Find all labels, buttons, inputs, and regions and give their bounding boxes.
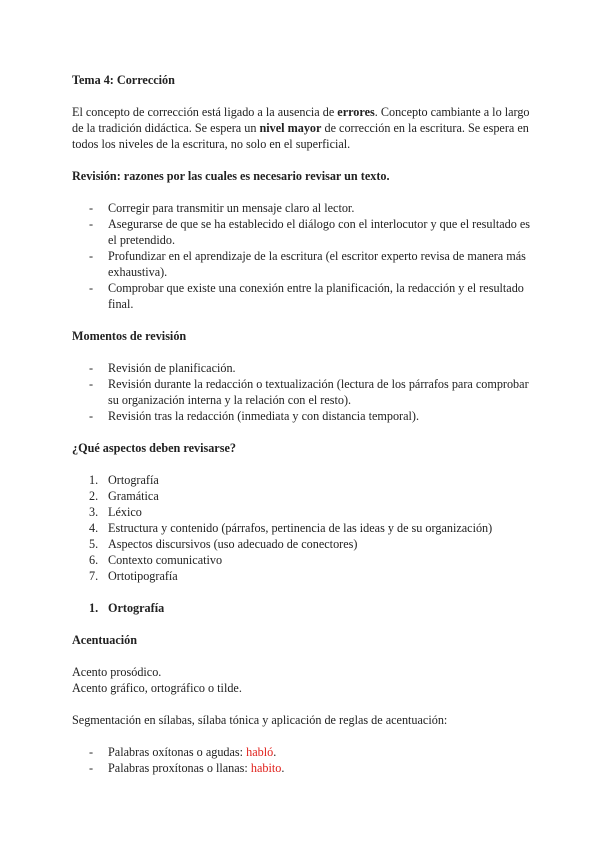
section-number: 1. [89,601,99,615]
segmentacion-text: Segmentación en sílabas, sílaba tónica y aplicación de reglas de acentuación: [72,713,448,727]
intro-text-2: . Concepto cambiante a lo largo de la tradición didáctica. Se espera un [72,105,530,135]
list-item: - Comprobar que existe una conexión entre la planificación, la redacción y el resultado final. [89,281,524,311]
ortografia-section [72,600,532,616]
dash-bullet: - [89,217,94,231]
acentuacion-list [72,744,532,776]
list-number: 4. [89,521,99,535]
ortografia-heading: 1. Ortografía [89,601,165,615]
dash-bullet: - [89,761,94,775]
acentuacion-heading: Acentuación [72,633,137,647]
document-page [72,72,532,776]
revision-list [72,200,532,312]
list-number: 7. [89,569,99,583]
list-item: 7. Ortotipografía [89,569,178,583]
intro-paragraph [72,104,532,152]
list-item: - Corregir para transmitir un mensaje claro al lector. [89,201,355,215]
intro-text-1: El concepto de corrección está ligado a la ausencia de [72,105,338,119]
example-word: habito [250,761,282,775]
list-number: 6. [89,553,99,567]
dash-bullet: - [89,249,94,263]
acento-grafico: Acento gráfico, ortográfico o tilde. [72,681,242,695]
list-item: 4. Estructura y contenido (párrafos, pertinencia de las ideas y de su organización) [89,521,493,535]
list-item: 3. Léxico [89,505,142,519]
list-number: 1. [89,473,99,487]
list-number: 2. [89,489,99,503]
list-item: - Palabras proxítonas o llanas: habito. [89,761,285,775]
dash-bullet: - [89,409,94,423]
list-item: - Revisión tras la redacción (inmediata y con distancia temporal). [89,409,420,423]
intro-text-3: de corrección en la escritura. Se espera en todos los niveles de la escritura, no solo en el superficial. [72,121,529,151]
intro-bold-errores: errores [337,105,375,119]
list-item: - Revisión de planificación. [89,361,236,375]
acento-prosodico: Acento prosódico. [72,665,162,679]
list-item: 2. Gramática [89,489,159,503]
aspectos-list [72,472,532,584]
list-item: - Profundizar en el aprendizaje de la escritura (el escritor experto revisa de manera más exhaustiva). [89,249,526,279]
list-number: 5. [89,537,99,551]
list-item: - Revisión durante la redacción o textualización (lectura de los párrafos para comprobar su organización interna y la relación con el resto). [89,377,529,407]
list-item: - Palabras oxítonas o agudas: habló. [89,745,277,759]
list-item: 6. Contexto comunicativo [89,553,223,567]
dash-bullet: - [89,361,94,375]
list-number: 3. [89,505,99,519]
dash-bullet: - [89,281,94,295]
example-word: habló [246,745,274,759]
momentos-heading: Momentos de revisión [72,329,187,343]
dash-bullet: - [89,745,94,759]
revision-heading: Revisión: razones por las cuales es necesario revisar un texto. [72,169,390,183]
aspectos-heading: ¿Qué aspectos deben revisarse? [72,441,236,455]
list-item: 1. Ortografía [89,473,159,487]
list-item: - Asegurarse de que se ha establecido el diálogo con el interlocutor y que el resultado es el pretendido. [89,217,531,247]
document-title: Tema 4: Corrección [72,73,175,87]
dash-bullet: - [89,201,94,215]
intro-bold-nivel: nivel mayor [259,121,322,135]
dash-bullet: - [89,377,94,391]
list-item: 5. Aspectos discursivos (uso adecuado de conectores) [89,537,358,551]
momentos-list [72,360,532,424]
